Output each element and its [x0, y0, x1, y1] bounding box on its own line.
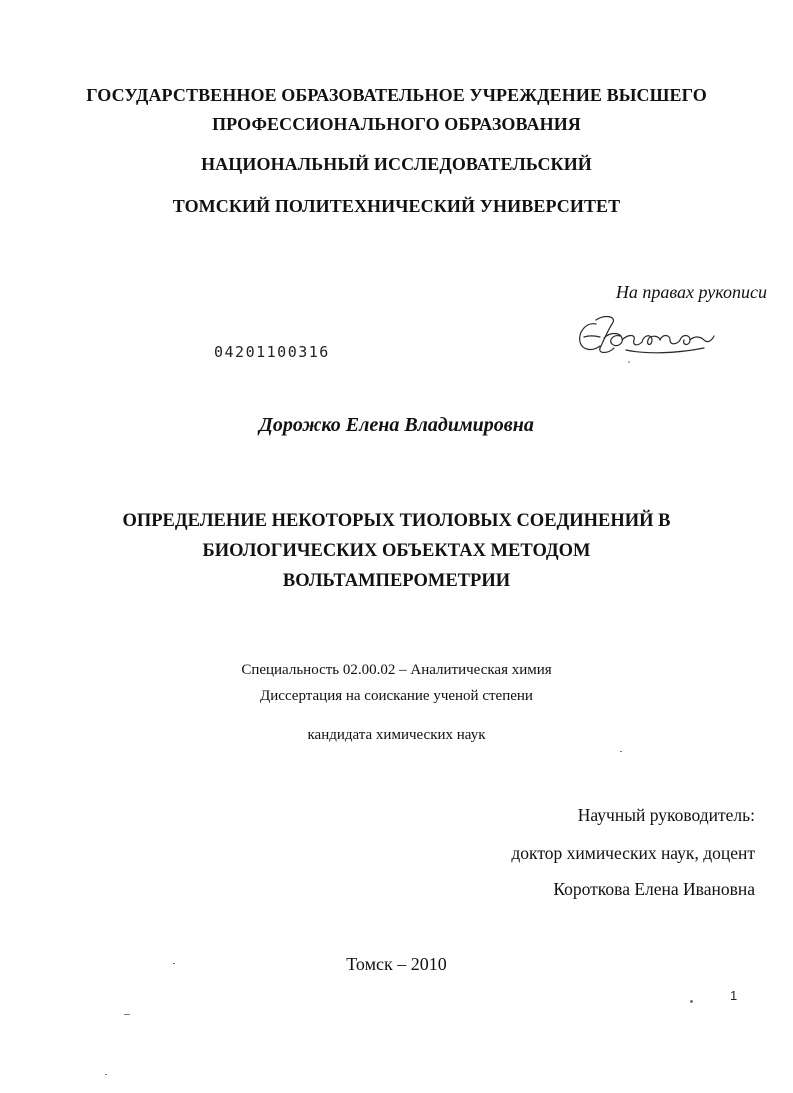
scan-speck: [173, 963, 175, 964]
page-number: 1: [730, 988, 738, 1003]
supervisor-name: Короткова Елена Ивановна: [553, 879, 755, 899]
author-signature: [574, 310, 724, 366]
record-number: 04201100316: [214, 343, 330, 361]
degree-line: кандидата химических наук: [307, 727, 486, 743]
supervisor-rank: доктор химических наук, доцент: [511, 843, 755, 863]
dissertation-line: Диссертация на соискание ученой степени: [260, 688, 533, 704]
title-line-2: БИОЛОГИЧЕСКИХ ОБЪЕКТАХ МЕТОДОМ: [202, 541, 591, 561]
manuscript-rights-note: На правах рукописи: [615, 282, 767, 302]
author-name: Дорожко Елена Владимировна: [259, 414, 534, 436]
scan-speck: [620, 751, 622, 752]
institution-line-4: ТОМСКИЙ ПОЛИТЕХНИЧЕСКИЙ УНИВЕРСИТЕТ: [172, 196, 621, 216]
scan-speck: [105, 1074, 107, 1075]
city-year: Томск – 2010: [346, 954, 447, 974]
institution-line-2: ПРОФЕССИОНАЛЬНОГО ОБРАЗОВАНИЯ: [212, 114, 581, 134]
institution-line-3: НАЦИОНАЛЬНЫЙ ИССЛЕДОВАТЕЛЬСКИЙ: [201, 154, 592, 174]
institution-line-1: ГОСУДАРСТВЕННОЕ ОБРАЗОВАТЕЛЬНОЕ УЧРЕЖДЕНИЕ ВЫСШЕГО: [86, 85, 707, 105]
scan-speck: [690, 1000, 693, 1003]
title-line-1: ОПРЕДЕЛЕНИЕ НЕКОТОРЫХ ТИОЛОВЫХ СОЕДИНЕНИЙ В: [122, 511, 671, 531]
specialty-line: Специальность 02.00.02 – Аналитическая химия: [241, 662, 552, 678]
title-line-3: ВОЛЬТАМПЕРОМЕТРИИ: [282, 571, 511, 591]
supervisor-label: Научный руководитель:: [577, 805, 755, 825]
signature-graphic: [574, 310, 724, 366]
scan-speck: [124, 1014, 130, 1015]
